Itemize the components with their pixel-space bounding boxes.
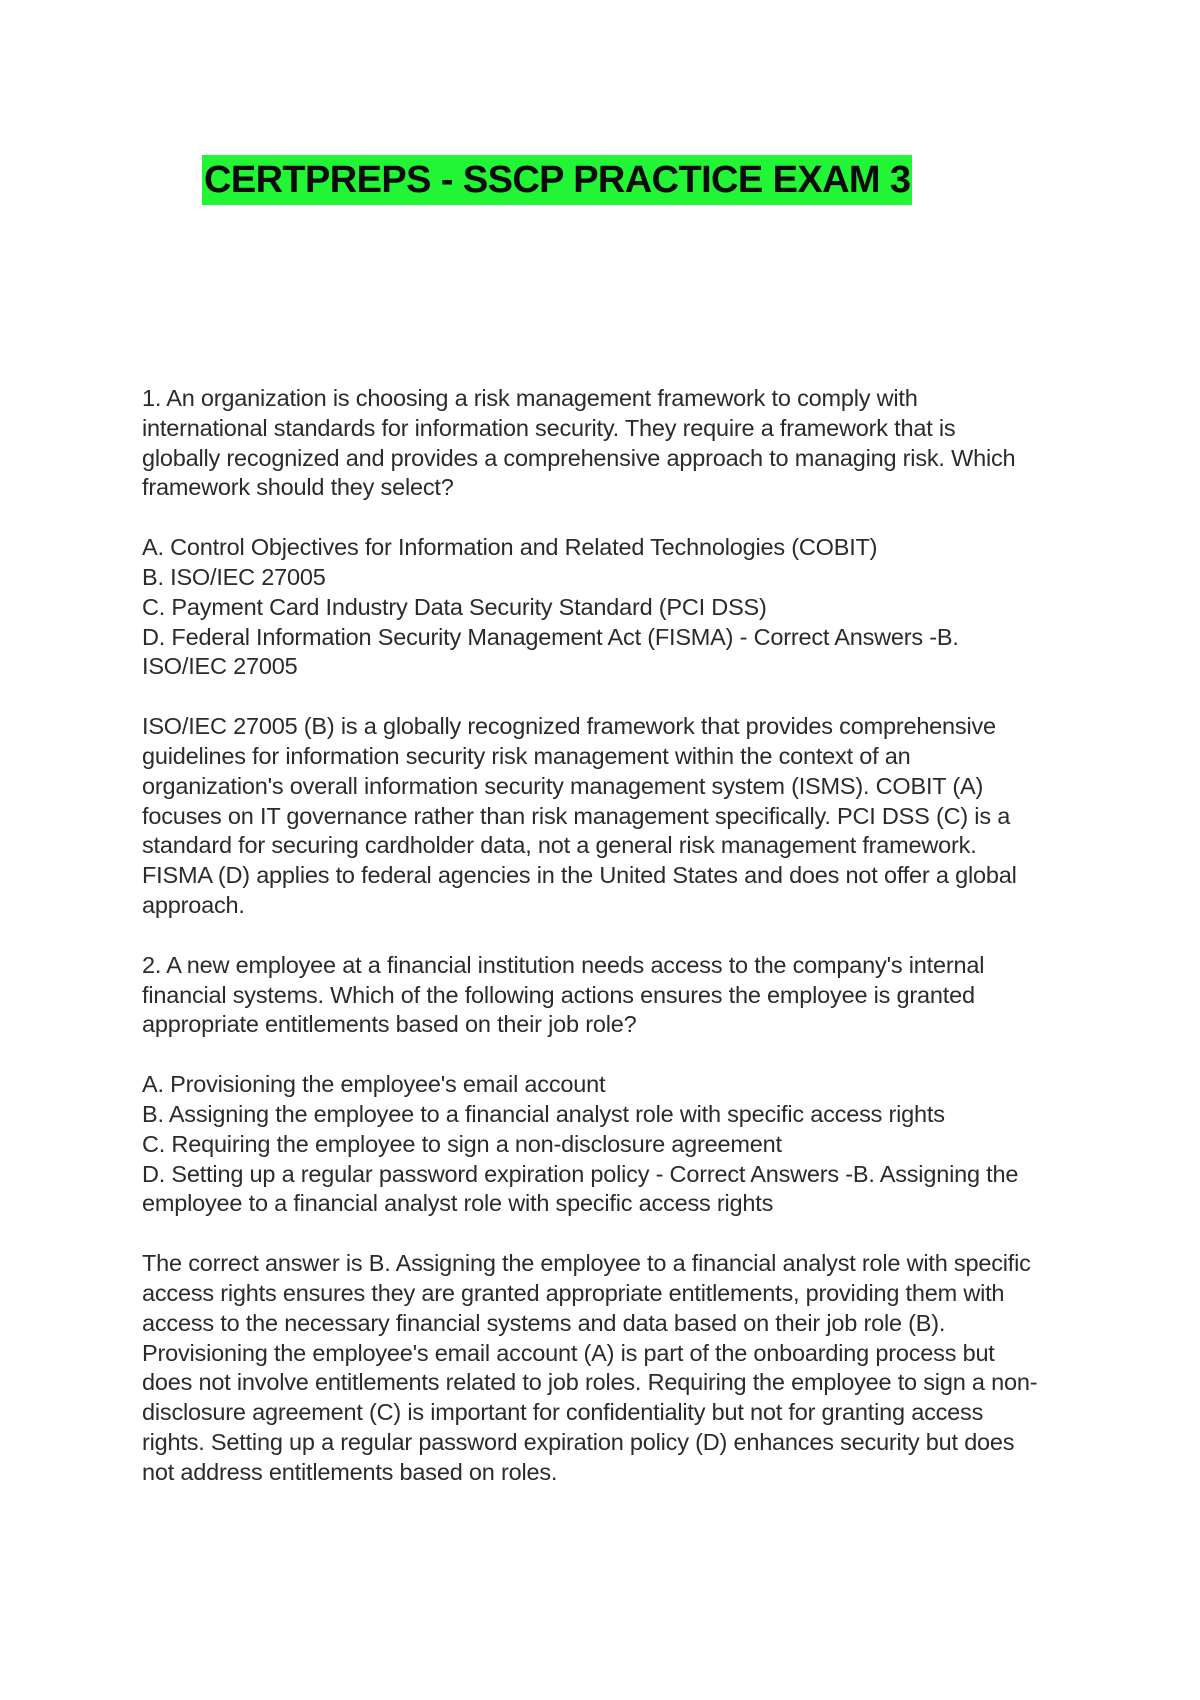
question-1-explanation (142, 712, 1072, 921)
text-line: focuses on IT governance rather than risk management specifically. PCI DSS (C) is a (142, 802, 1011, 829)
text-line: 1. An organization is choosing a risk management framework to comply with (142, 385, 918, 411)
text-line: not address entitlements based on roles. (142, 1458, 558, 1485)
answer-option: C. Requiring the employee to sign a non-disclosure agreement (142, 1130, 782, 1157)
answer-option: D. Setting up a regular password expiration policy - Correct Answers -B. Assigning the (142, 1160, 1019, 1187)
text-line: appropriate entitlements based on their job role? (142, 1011, 637, 1038)
text-line: standard for securing cardholder data, not a general risk management framework. (142, 832, 977, 859)
text-line: globally recognized and provides a comprehensive approach to managing risk. Which (142, 444, 1016, 471)
answer-option: B. Assigning the employee to a financial analyst role with specific access rights (142, 1100, 945, 1127)
question-2-options (142, 1070, 1072, 1219)
text-line: ISO/IEC 27005 (B) is a globally recognized framework that provides comprehensive (142, 713, 996, 740)
text-line: international standards for information security. They require a framework that is (142, 414, 956, 441)
text-line: Provisioning the employee's email account (A) is part of the onboarding process but (142, 1339, 995, 1366)
answer-option: B. ISO/IEC 27005 (142, 563, 326, 590)
answer-option: C. Payment Card Industry Data Security Standard (PCI DSS) (142, 593, 767, 620)
question-2-prompt (142, 951, 1072, 1040)
text-line: The correct answer is B. Assigning the employee to a financial analyst role with specific (142, 1250, 1031, 1277)
answer-option: D. Federal Information Security Management Act (FISMA) - Correct Answers -B. (142, 623, 959, 650)
text-line: disclosure agreement (C) is important for confidentiality but not for granting access (142, 1399, 984, 1426)
text-line: approach. (142, 891, 245, 918)
text-line: 2. A new employee at a financial institution needs access to the company's internal (142, 951, 985, 978)
text-line: access rights ensures they are granted appropriate entitlements, providing them with (142, 1279, 1005, 1306)
question-1-options (142, 533, 1072, 682)
answer-option: ISO/IEC 27005 (142, 653, 298, 680)
question-2-explanation (142, 1249, 1072, 1487)
question-1-prompt (142, 384, 1072, 503)
text-line: does not involve entitlements related to job roles. Requiring the employee to sign a non- (142, 1369, 1038, 1396)
text-line: framework should they select? (142, 474, 454, 501)
answer-option: A. Control Objectives for Information and Related Technologies (COBIT) (142, 534, 878, 561)
text-line: rights. Setting up a regular password expiration policy (D) enhances security but does (142, 1428, 1015, 1455)
text-line: FISMA (D) applies to federal agencies in the United States and does not offer a global (142, 862, 1017, 889)
text-line: access to the necessary financial systems and data based on their job role (B). (142, 1309, 946, 1336)
document-body (142, 384, 1072, 1518)
text-line: guidelines for information security risk management within the context of an (142, 742, 911, 769)
answer-option: A. Provisioning the employee's email account (142, 1071, 606, 1098)
text-line: financial systems. Which of the following actions ensures the employee is granted (142, 981, 975, 1008)
answer-option: employee to a financial analyst role with specific access rights (142, 1190, 774, 1217)
text-line: organization's overall information security management system (ISMS). COBIT (A) (142, 772, 984, 799)
page-title: CERTPREPS - SSCP PRACTICE EXAM 3 (202, 155, 912, 205)
